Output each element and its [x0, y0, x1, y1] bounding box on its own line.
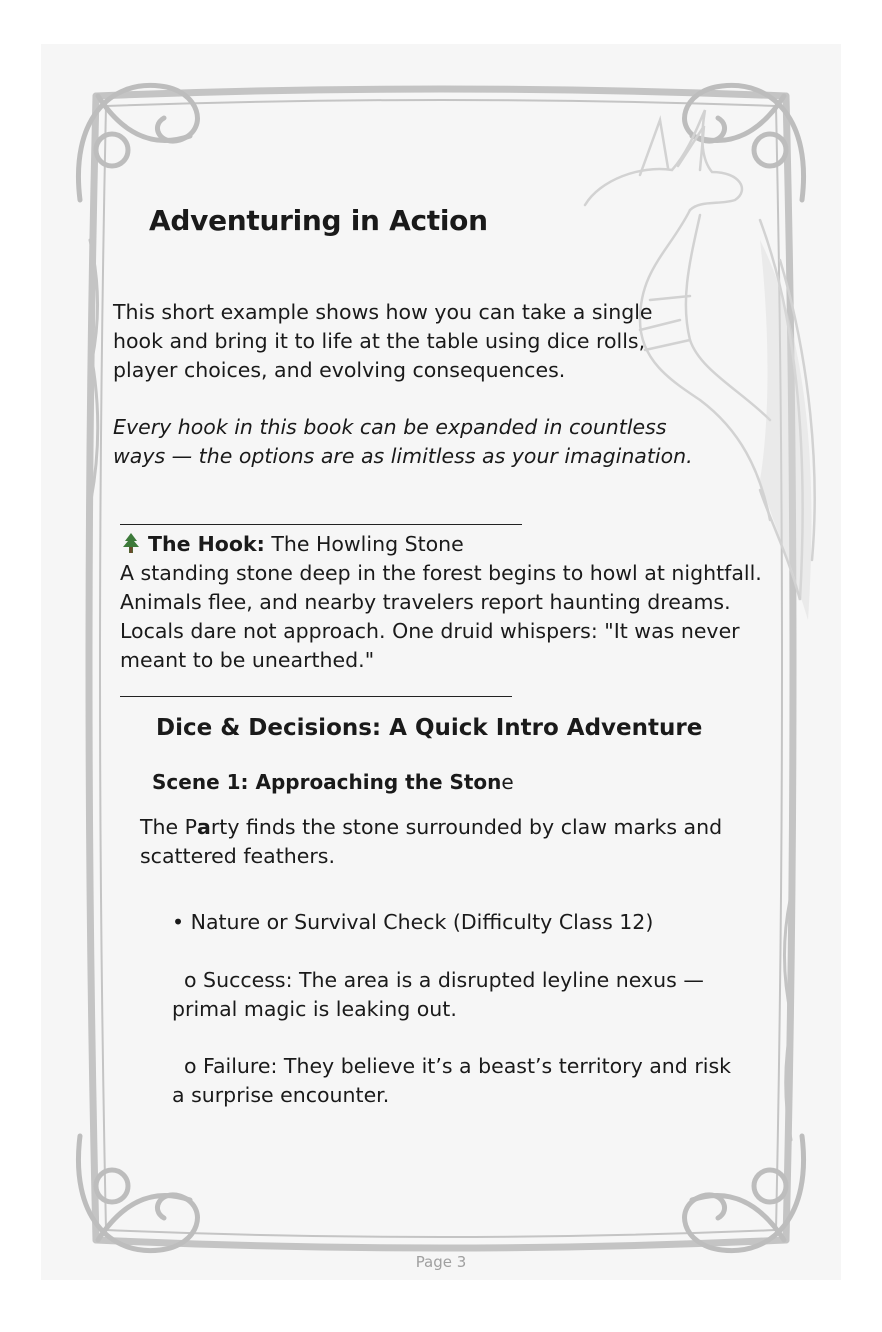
italic-quote: Every hook in this book can be expanded in countless ways — the options are as limitless as your imagination. — [113, 415, 693, 468]
intro-paragraph: This short example shows how you can take a single hook and bring it to life at the table using dice rolls, player choices, and evolving consequences. — [113, 300, 653, 382]
page-title: Adventuring in Action — [149, 204, 488, 237]
scene-desc-c: rty finds the stone surrounded by claw marks and scattered feathers. — [140, 815, 723, 868]
hook-name: The Howling Stone — [271, 532, 464, 556]
adventure-title: Dice & Decisions: A Quick Intro Adventure — [156, 715, 703, 741]
scene-heading — [152, 770, 514, 794]
hook-block — [120, 530, 780, 675]
success-outcome — [172, 966, 732, 1024]
scene-desc-b: a — [197, 815, 211, 839]
skill-check: • Nature or Survival Check (Difficulty Class 12) — [172, 910, 654, 934]
tree-icon — [120, 532, 142, 554]
scene-description — [140, 813, 760, 871]
scene-heading-tail: e — [501, 770, 514, 794]
scene-desc-a: The P — [140, 815, 198, 839]
divider-top — [120, 524, 522, 525]
divider-bottom — [120, 696, 512, 697]
success-text: o Success: The area is a disrupted leyline nexus — primal magic is leaking out. — [172, 968, 704, 1021]
hook-description: A standing stone deep in the forest begins to howl at nightfall. Animals flee, and nearby travelers report haunting dreams. Locals dare not approach. One druid whispers: "It was never meant to be unearthed." — [120, 561, 762, 672]
scene-heading-main: Scene 1: Approaching the Ston — [152, 770, 502, 794]
page-number: Page 3 — [415, 1253, 467, 1271]
failure-outcome — [172, 1052, 732, 1110]
hook-label: The Hook: — [148, 532, 265, 556]
failure-text: o Failure: They believe it’s a beast’s territory and risk a surprise encounter. — [172, 1054, 731, 1107]
